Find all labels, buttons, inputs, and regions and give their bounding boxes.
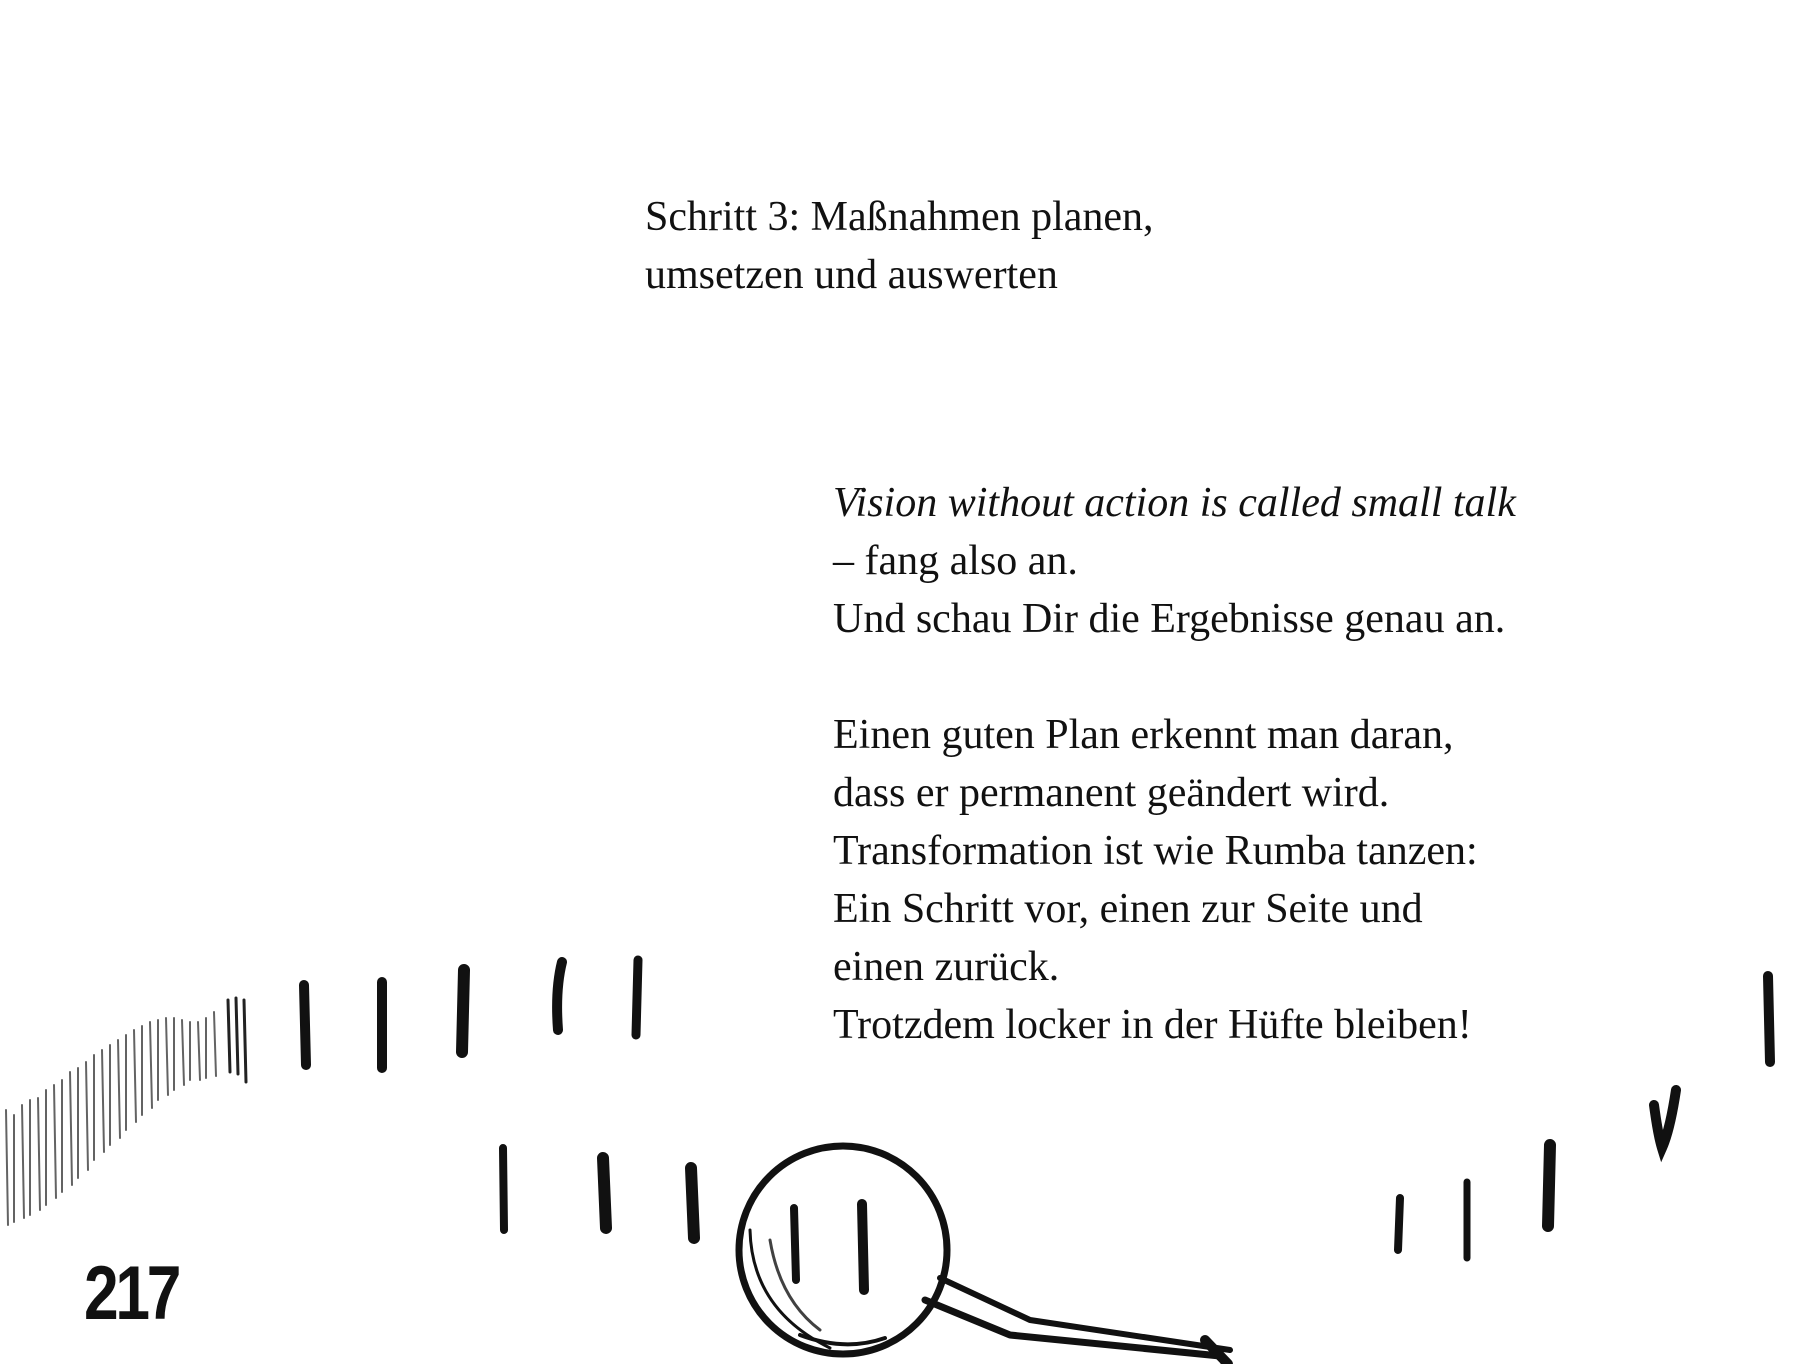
sketch-illustration: [0, 900, 1812, 1364]
dash-row-upper: [304, 960, 1770, 1068]
paragraph2-line-6: Trotzdem locker in der Hüfte bleiben!: [833, 1002, 1472, 1048]
heading-line-1: Schritt 3: Maßnahmen planen,: [645, 194, 1154, 240]
body-line-2: – fang also an.: [833, 538, 1078, 584]
body-line-3: Und schau Dir die Ergebnisse genau an.: [833, 596, 1506, 642]
paragraph2-line-5: einen zurück.: [833, 944, 1060, 990]
paragraph2-line-4: Ein Schritt vor, einen zur Seite und: [833, 886, 1423, 932]
paragraph2-line-3: Transformation ist wie Rumba tanzen:: [833, 828, 1478, 874]
heading-line-2: umsetzen und auswerten: [645, 252, 1058, 298]
paragraph2-line-2: dass er permanent geändert wird.: [833, 770, 1390, 816]
paragraph2-line-1: Einen guten Plan erkennt man daran,: [833, 712, 1454, 758]
paragraph-spacer: [833, 648, 1733, 706]
hatching-trail: [6, 998, 246, 1225]
page-number: 217: [84, 1251, 179, 1336]
dash-row-lower: [503, 1090, 1676, 1258]
magnifying-glass-icon: [739, 1146, 1230, 1364]
section-heading: [645, 188, 1545, 304]
quote-line: Vision without action is called small talk: [833, 480, 1516, 526]
